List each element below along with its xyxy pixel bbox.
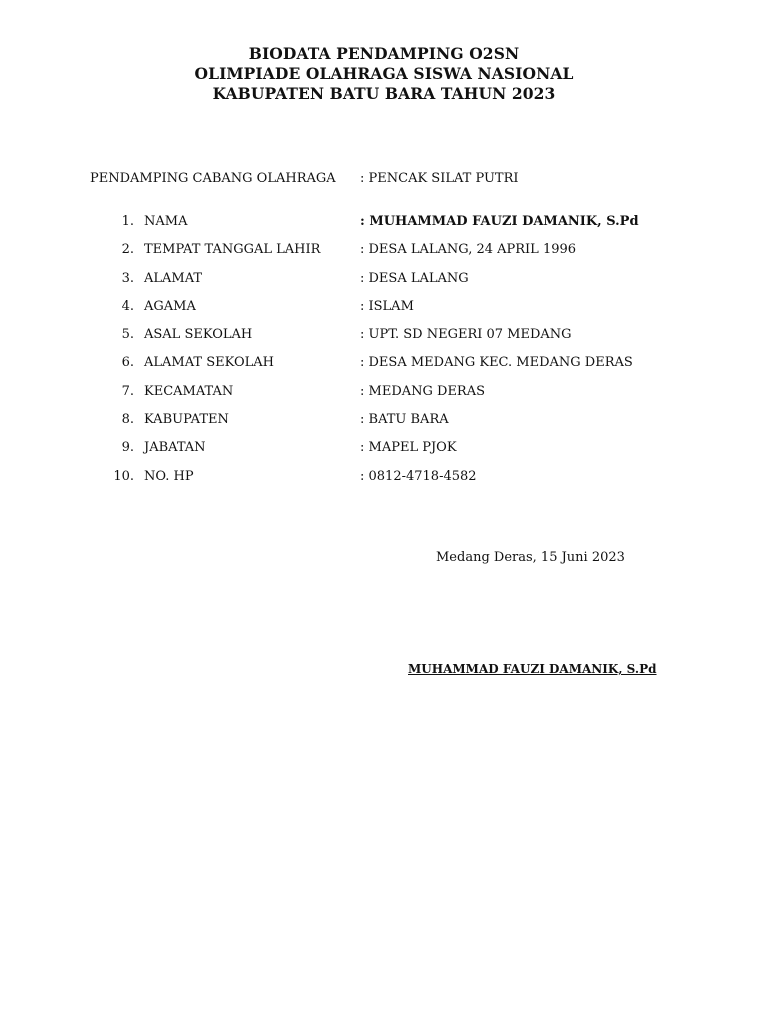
field-tempat-tanggal-lahir xyxy=(0,241,768,269)
cabang-label: PENDAMPING CABANG OLAHRAGA xyxy=(90,171,336,186)
field-number: 9. xyxy=(121,440,134,456)
field-agama xyxy=(0,298,768,326)
field-number: 10. xyxy=(113,468,134,484)
field-number: 8. xyxy=(121,412,134,428)
field-number: 1. xyxy=(121,214,134,229)
biodata-list xyxy=(0,213,768,496)
field-label: ASAL SEKOLAH xyxy=(144,327,253,343)
field-label: KABUPATEN xyxy=(144,412,229,428)
field-label: NO. HP xyxy=(144,468,194,484)
field-number: 2. xyxy=(121,242,134,258)
field-value: : MEDANG DERAS xyxy=(360,383,486,399)
field-number: 4. xyxy=(121,298,134,314)
signature-name: MUHAMMAD FAUZI DAMANIK, S.Pd xyxy=(408,662,657,676)
field-label: ALAMAT xyxy=(144,270,203,286)
field-number: 6. xyxy=(121,355,134,371)
field-kecamatan xyxy=(0,383,768,411)
field-kabupaten xyxy=(0,411,768,439)
field-label: TEMPAT TANGGAL LAHIR xyxy=(144,242,321,258)
place-date: Medang Deras, 15 Juni 2023 xyxy=(436,550,625,565)
field-jabatan xyxy=(0,439,768,467)
title-line-2: OLIMPIADE OLAHRAGA SISWA NASIONAL xyxy=(194,64,574,83)
field-label: ALAMAT SEKOLAH xyxy=(144,355,274,371)
field-no-hp xyxy=(0,468,768,496)
field-value: : ISLAM xyxy=(360,298,414,314)
cabang-value: : PENCAK SILAT PUTRI xyxy=(360,171,519,186)
field-label: NAMA xyxy=(144,214,188,229)
field-value: : BATU BARA xyxy=(360,412,449,428)
field-value: : 0812-4718-4582 xyxy=(360,468,477,484)
field-nama xyxy=(0,213,768,241)
document-title xyxy=(0,44,768,104)
field-value: : DESA LALANG, 24 APRIL 1996 xyxy=(360,242,577,258)
title-line-1: BIODATA PENDAMPING O2SN xyxy=(248,44,520,63)
field-alamat-sekolah xyxy=(0,354,768,382)
field-value: : MUHAMMAD FAUZI DAMANIK, S.Pd xyxy=(360,214,639,229)
field-number: 7. xyxy=(121,383,134,399)
field-number: 5. xyxy=(121,327,134,343)
field-value: : UPT. SD NEGERI 07 MEDANG xyxy=(360,327,572,343)
field-alamat xyxy=(0,270,768,298)
field-label: JABATAN xyxy=(144,440,206,456)
field-number: 3. xyxy=(121,270,134,286)
field-asal-sekolah xyxy=(0,326,768,354)
field-value: : DESA LALANG xyxy=(360,270,469,286)
field-label: AGAMA xyxy=(144,298,196,314)
field-label: KECAMATAN xyxy=(144,383,234,399)
title-line-3: KABUPATEN BATU BARA TAHUN 2023 xyxy=(212,84,556,103)
field-value: : DESA MEDANG KEC. MEDANG DERAS xyxy=(360,355,633,371)
field-value: : MAPEL PJOK xyxy=(360,440,457,456)
